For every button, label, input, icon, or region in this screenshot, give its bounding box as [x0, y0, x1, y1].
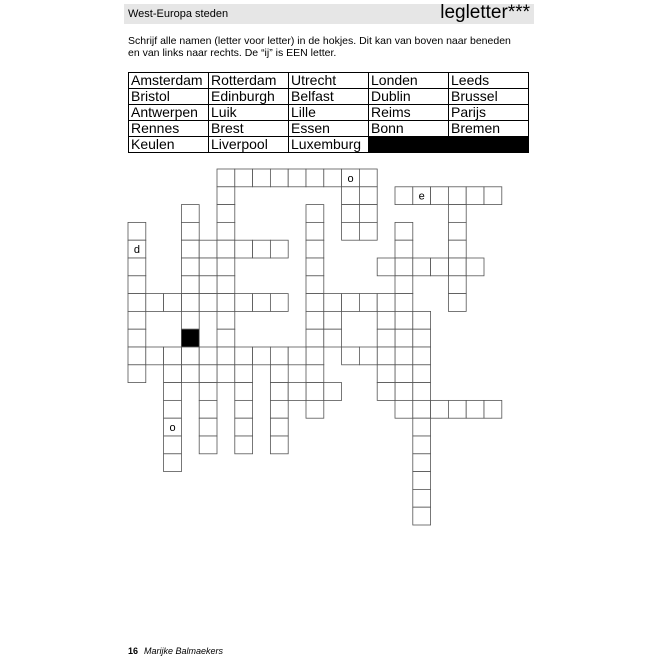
grid-cell[interactable] — [199, 400, 217, 418]
grid-cell[interactable] — [413, 454, 431, 472]
grid-cell[interactable] — [359, 294, 377, 312]
word-cell: Luik — [209, 105, 289, 121]
grid-cell[interactable] — [199, 436, 217, 454]
grid-cell[interactable] — [253, 240, 271, 258]
grid-cell[interactable] — [431, 187, 449, 205]
grid-cell[interactable] — [288, 169, 306, 187]
word-cell: Amsterdam — [129, 73, 209, 89]
grid-cell[interactable] — [235, 169, 253, 187]
grid-cell[interactable] — [199, 294, 217, 312]
grid-cell[interactable] — [199, 347, 217, 365]
grid-cell[interactable] — [270, 436, 288, 454]
grid-cell[interactable] — [431, 400, 449, 418]
grid-cell[interactable] — [217, 276, 235, 294]
word-cell: Londen — [369, 73, 449, 89]
grid-cell[interactable] — [413, 329, 431, 347]
grid-cell[interactable] — [324, 169, 342, 187]
grid-cell[interactable] — [199, 365, 217, 383]
grid-cell[interactable] — [342, 347, 360, 365]
grid-cell[interactable] — [217, 258, 235, 276]
grid-cell[interactable] — [395, 311, 413, 329]
word-cell: Reims — [369, 105, 449, 121]
word-cell: Parijs — [449, 105, 529, 121]
footer — [128, 646, 223, 656]
grid-cell[interactable] — [448, 400, 466, 418]
grid-cell[interactable] — [448, 187, 466, 205]
grid-cell[interactable] — [448, 240, 466, 258]
grid-cell[interactable] — [413, 311, 431, 329]
grid-cell[interactable] — [377, 383, 395, 401]
grid-cell[interactable] — [484, 187, 502, 205]
grid-cell[interactable] — [270, 240, 288, 258]
grid-cell[interactable] — [217, 240, 235, 258]
grid-cell[interactable] — [128, 329, 146, 347]
hint-letter: d — [133, 244, 140, 257]
grid-cell[interactable] — [466, 258, 484, 276]
grid-cell[interactable] — [253, 347, 271, 365]
grid-cell[interactable] — [146, 294, 164, 312]
word-cell: Keulen — [129, 137, 209, 153]
word-cell: Rotterdam — [209, 73, 289, 89]
grid-cell[interactable] — [235, 383, 253, 401]
grid-cell[interactable] — [217, 294, 235, 312]
grid-cell[interactable] — [395, 365, 413, 383]
grid-cell[interactable] — [217, 365, 235, 383]
grid-cell[interactable] — [181, 294, 199, 312]
grid-cell[interactable] — [217, 205, 235, 223]
grid-cell[interactable] — [413, 436, 431, 454]
grid-cell[interactable] — [306, 347, 324, 365]
grid-cell[interactable] — [235, 400, 253, 418]
grid-cell[interactable] — [377, 311, 395, 329]
grid-cell[interactable] — [199, 383, 217, 401]
grid-cell[interactable] — [306, 276, 324, 294]
page-number: 16 — [128, 646, 139, 656]
grid-cell[interactable] — [164, 365, 182, 383]
grid-cell[interactable] — [217, 169, 235, 187]
grid-cell[interactable] — [359, 169, 377, 187]
grid-cell[interactable] — [431, 258, 449, 276]
hint-letter: o — [169, 422, 176, 435]
instruction-line: Schrijf alle namen (letter voor letter) in de hokjes. Dit kan van boven naar beneden — [128, 35, 511, 47]
grid-cell[interactable] — [181, 240, 199, 258]
grid-cell[interactable] — [217, 311, 235, 329]
grid-cell[interactable] — [413, 347, 431, 365]
grid-cell[interactable] — [342, 294, 360, 312]
grid-cell[interactable] — [324, 383, 342, 401]
grid-cell[interactable] — [164, 400, 182, 418]
author-name: Marijke Balmaekers — [144, 646, 224, 656]
grid-cell[interactable] — [288, 383, 306, 401]
word-cell: Luxemburg — [289, 137, 369, 153]
grid-cell[interactable] — [306, 365, 324, 383]
grid-cell[interactable] — [448, 222, 466, 240]
grid-cell[interactable] — [235, 418, 253, 436]
grid-cell[interactable] — [128, 294, 146, 312]
grid-cell[interactable] — [199, 418, 217, 436]
hint-letter: o — [347, 172, 354, 185]
grid-cell[interactable] — [253, 169, 271, 187]
word-cell: Antwerpen — [129, 105, 209, 121]
grid-cell[interactable] — [217, 329, 235, 347]
instruction-line: en van links naar rechts. De “ij” is EEN letter. — [128, 47, 337, 59]
grid-cell[interactable] — [413, 365, 431, 383]
grid-cell[interactable] — [413, 418, 431, 436]
grid-cell[interactable] — [395, 222, 413, 240]
word-cell: Essen — [289, 121, 369, 137]
grid-cell[interactable] — [306, 329, 324, 347]
grid-cell[interactable] — [359, 187, 377, 205]
grid-cell[interactable] — [395, 347, 413, 365]
word-cell: Utrecht — [289, 73, 369, 89]
grid-cell[interactable] — [181, 258, 199, 276]
word-cell: Rennes — [129, 121, 209, 137]
grid-cell[interactable] — [413, 472, 431, 490]
word-cell: Dublin — [369, 89, 449, 105]
grid-cell[interactable] — [377, 258, 395, 276]
grid-cell[interactable] — [306, 294, 324, 312]
grid-cell[interactable] — [395, 294, 413, 312]
grid-cell[interactable] — [270, 383, 288, 401]
grid-cell[interactable] — [164, 347, 182, 365]
grid-cell[interactable] — [128, 347, 146, 365]
grid-cell[interactable] — [448, 258, 466, 276]
grid-cell[interactable] — [181, 222, 199, 240]
grid-cell[interactable] — [270, 347, 288, 365]
grid-cell[interactable] — [181, 276, 199, 294]
grid-cell[interactable] — [377, 365, 395, 383]
grid-cell[interactable] — [306, 258, 324, 276]
grid-cell[interactable] — [146, 347, 164, 365]
grid-cell[interactable] — [306, 383, 324, 401]
grid-cell[interactable] — [164, 454, 182, 472]
grid-cell[interactable] — [164, 294, 182, 312]
grid-cell[interactable] — [128, 311, 146, 329]
grid-cell[interactable] — [413, 400, 431, 418]
grid-cell[interactable] — [324, 294, 342, 312]
grid-cell[interactable] — [270, 365, 288, 383]
grid-cell[interactable] — [235, 436, 253, 454]
grid-cell[interactable] — [199, 276, 217, 294]
grid-cell[interactable] — [306, 400, 324, 418]
grid-cell[interactable] — [128, 276, 146, 294]
grid-cell[interactable] — [164, 436, 182, 454]
grid-cell[interactable] — [466, 400, 484, 418]
grid-cell[interactable] — [377, 329, 395, 347]
grid-cell[interactable] — [466, 187, 484, 205]
grid-cell[interactable] — [199, 240, 217, 258]
word-cell: Brest — [209, 121, 289, 137]
grid-cell[interactable] — [306, 240, 324, 258]
grid-cell[interactable] — [128, 365, 146, 383]
puzzle-title: West-Europa steden — [128, 8, 229, 20]
grid-cell[interactable] — [342, 187, 360, 205]
word-cell: Lille — [289, 105, 369, 121]
grid-cell[interactable] — [217, 347, 235, 365]
grid-cell[interactable] — [270, 400, 288, 418]
grid-cell[interactable] — [270, 418, 288, 436]
grid-cell[interactable] — [359, 222, 377, 240]
grid-cell[interactable] — [395, 383, 413, 401]
grid-cell[interactable] — [270, 169, 288, 187]
grid-cell[interactable] — [235, 294, 253, 312]
grid-cell[interactable] — [181, 205, 199, 223]
grid-cell[interactable] — [359, 347, 377, 365]
grid-cell[interactable] — [199, 258, 217, 276]
grid-cell[interactable] — [128, 258, 146, 276]
grid-cell[interactable] — [181, 365, 199, 383]
grid-cell[interactable] — [128, 222, 146, 240]
grid-cell[interactable] — [217, 222, 235, 240]
grid-cell[interactable] — [413, 383, 431, 401]
grid-cell[interactable] — [235, 240, 253, 258]
grid-cell[interactable] — [342, 222, 360, 240]
grid-cell[interactable] — [306, 222, 324, 240]
grid-cell[interactable] — [395, 276, 413, 294]
grid-cell[interactable] — [377, 294, 395, 312]
grid-cell[interactable] — [413, 258, 431, 276]
grid-cell[interactable] — [164, 383, 182, 401]
grid-cell[interactable] — [306, 311, 324, 329]
grid-cell[interactable] — [306, 205, 324, 223]
grid-cell[interactable] — [235, 347, 253, 365]
word-cell: Brussel — [449, 89, 529, 105]
grid-cell[interactable] — [395, 400, 413, 418]
brand-title: legletter*** — [440, 2, 530, 23]
hint-letter: e — [418, 190, 425, 203]
word-cell: Bremen — [449, 121, 529, 137]
grid-cell[interactable] — [413, 489, 431, 507]
grid-cell[interactable] — [413, 507, 431, 525]
grid-cell[interactable] — [306, 169, 324, 187]
grid-cell[interactable] — [235, 365, 253, 383]
grid-cell[interactable] — [270, 294, 288, 312]
grid-cell[interactable] — [288, 347, 306, 365]
grid-cell[interactable] — [395, 258, 413, 276]
grid-cell[interactable] — [377, 347, 395, 365]
word-cell: Bristol — [129, 89, 209, 105]
black-cell — [181, 329, 199, 347]
grid-cell[interactable] — [448, 276, 466, 294]
grid-cell[interactable] — [448, 294, 466, 312]
word-cell: Belfast — [289, 89, 369, 105]
word-cell: Liverpool — [209, 137, 289, 153]
grid-cell[interactable] — [448, 205, 466, 223]
grid-cell[interactable] — [181, 347, 199, 365]
grid-cell[interactable] — [342, 205, 360, 223]
grid-cell[interactable] — [359, 205, 377, 223]
word-cell: Edinburgh — [209, 89, 289, 105]
grid-cell[interactable] — [253, 294, 271, 312]
grid-cell[interactable] — [395, 329, 413, 347]
word-cell: Leeds — [449, 73, 529, 89]
word-cell: Bonn — [369, 121, 449, 137]
grid-cell[interactable] — [324, 311, 342, 329]
grid-cell[interactable] — [217, 187, 235, 205]
grid-cell[interactable] — [181, 311, 199, 329]
grid-cell[interactable] — [324, 329, 342, 347]
grid-cell[interactable] — [395, 240, 413, 258]
grid-cell[interactable] — [395, 187, 413, 205]
grid-cell[interactable] — [484, 400, 502, 418]
